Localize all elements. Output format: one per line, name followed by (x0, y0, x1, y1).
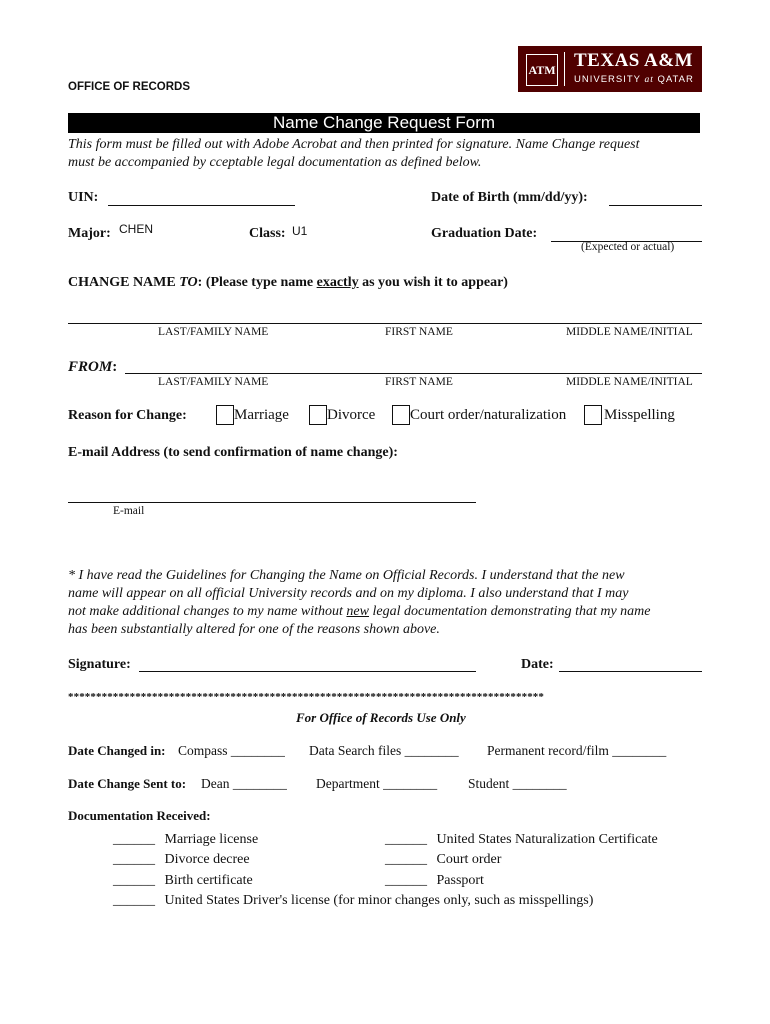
new-last-name-label: LAST/FAMILY NAME (158, 326, 269, 338)
new-first-name-label: FIRST NAME (385, 326, 453, 338)
statement-line-4: has been substantially altered for one of the reasons shown above. (68, 622, 440, 637)
dob-label: Date of Birth (mm/dd/yy): (431, 190, 588, 205)
permanent-record-entry: Permanent record/film ________ (487, 743, 667, 758)
heading-to: TO (179, 275, 198, 290)
date-changed-label: Date Changed in: (68, 743, 166, 758)
from-colon: : (112, 359, 118, 375)
court-order-option-label: Court order/naturalization (410, 407, 567, 423)
heading-exactly: exactly (316, 275, 359, 290)
doc-court-order: Court order (436, 852, 502, 867)
from-label (68, 359, 117, 376)
major-field[interactable]: CHEN (119, 222, 154, 236)
signature-field[interactable] (139, 656, 476, 672)
email-label: E-mail Address (to send confirmation of name change): (68, 445, 398, 460)
class-label: Class: (249, 226, 286, 241)
new-middle-name-label: MIDDLE NAME/INITIAL (566, 326, 693, 338)
doc-row-marriage (113, 832, 258, 848)
doc-row-passport (385, 873, 484, 889)
uin-field[interactable] (108, 189, 295, 206)
reason-label: Reason for Change: (68, 408, 187, 423)
atm-logo-icon: ATM (526, 54, 558, 86)
doc-row-divorce (113, 852, 250, 868)
logo-sub-1: UNIVERSITY (574, 74, 641, 85)
intro-line-2: must be accompanied by cceptable legal documentation as defined below. (68, 155, 482, 170)
signature-date-label: Date: (521, 657, 554, 672)
logo-sub-at: at (644, 75, 654, 85)
university-logo (518, 46, 702, 92)
old-name-field[interactable] (125, 358, 702, 374)
statement-line-3b: legal documentation demonstrating that my name (368, 604, 651, 619)
department-entry: Department ________ (316, 776, 438, 791)
logo-title: TEXAS A&M (574, 50, 694, 71)
uin-label: UIN: (68, 190, 99, 205)
logo-subtitle (574, 74, 694, 85)
doc-row-birth (113, 873, 253, 889)
heading-suffix: as you wish it to appear) (358, 275, 508, 290)
old-first-name-label: FIRST NAME (385, 376, 453, 388)
heading-mid: : (Please type name (197, 275, 317, 290)
logo-divider (564, 52, 565, 86)
statement-line-1: * I have read the Guidelines for Changing the Name on Official Records. I understand that the new (68, 568, 625, 583)
email-field[interactable] (68, 488, 476, 503)
dob-field[interactable] (609, 189, 702, 206)
statement-new: new (346, 604, 369, 619)
court-order-checkbox[interactable] (392, 405, 410, 425)
documentation-label: Documentation Received: (68, 808, 211, 823)
separator-stars: ************************************************************************************* (68, 691, 544, 703)
doc-divorce-decree: Divorce decree (164, 852, 250, 867)
intro-line-1: This form must be filled out with Adobe Acrobat and then printed for signature. Name Change request (68, 137, 640, 152)
logo-sub-2: QATAR (657, 74, 694, 85)
old-last-name-label: LAST/FAMILY NAME (158, 376, 269, 388)
acknowledgement-statement (68, 567, 651, 639)
doc-row-drivers (113, 893, 593, 909)
statement-line-3 (68, 603, 651, 621)
marriage-checkbox[interactable] (216, 405, 234, 425)
date-sent-label: Date Change Sent to: (68, 776, 187, 791)
doc-passport: Passport (436, 873, 484, 888)
student-entry: Student ________ (468, 776, 567, 791)
graduation-note: (Expected or actual) (581, 241, 675, 253)
heading-prefix: CHANGE NAME (68, 275, 180, 290)
compass-entry: Compass ________ (178, 743, 285, 758)
doc-blank: ______ (385, 832, 427, 847)
graduation-label: Graduation Date: (431, 226, 538, 241)
class-field[interactable]: U1 (292, 224, 308, 238)
doc-marriage-license: Marriage license (164, 832, 259, 847)
doc-row-court (385, 852, 501, 868)
new-name-field[interactable] (68, 309, 702, 324)
from-label-text: FROM (68, 359, 113, 375)
misspelling-checkbox[interactable] (584, 405, 602, 425)
marriage-option-label: Marriage (234, 407, 289, 423)
doc-birth-certificate: Birth certificate (164, 873, 253, 888)
doc-row-naturalization (385, 832, 658, 848)
graduation-field[interactable] (551, 225, 702, 242)
misspelling-option-label: Misspelling (604, 407, 675, 423)
form-intro (68, 136, 640, 172)
signature-date-field[interactable] (559, 656, 702, 672)
office-label: OFFICE OF RECORDS (68, 81, 191, 93)
doc-blank: ______ (113, 852, 155, 867)
doc-naturalization-certificate: United States Naturalization Certificate (436, 832, 658, 847)
doc-blank: ______ (113, 873, 155, 888)
major-label: Major: (68, 226, 111, 241)
statement-line-2: name will appear on all official University records and on my diploma. I also understand that I may (68, 586, 629, 601)
doc-blank: ______ (113, 893, 155, 908)
doc-blank: ______ (385, 852, 427, 867)
statement-line-3a: not make additional changes to my name without (68, 604, 347, 619)
divorce-checkbox[interactable] (309, 405, 327, 425)
change-name-heading (68, 275, 508, 291)
doc-blank: ______ (385, 873, 427, 888)
office-use-title: For Office of Records Use Only (296, 710, 466, 725)
form-title: Name Change Request Form (68, 113, 700, 133)
old-middle-name-label: MIDDLE NAME/INITIAL (566, 376, 693, 388)
signature-label: Signature: (68, 657, 131, 672)
data-search-entry: Data Search files ________ (309, 743, 459, 758)
email-sublabel: E-mail (113, 505, 145, 517)
divorce-option-label: Divorce (327, 407, 376, 423)
doc-drivers-license: United States Driver's license (for minor changes only, such as misspellings) (164, 893, 594, 908)
dean-entry: Dean ________ (201, 776, 287, 791)
doc-blank: ______ (113, 832, 155, 847)
